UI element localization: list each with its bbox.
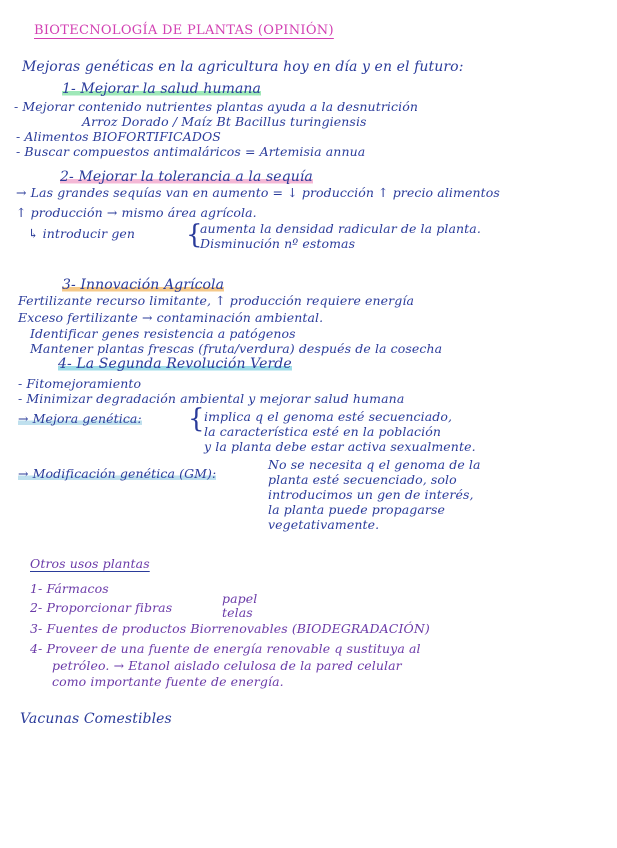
section-1-line-1: - Mejorar contenido nutrientes plantas ayuda a la desnutrición [14,99,418,114]
mejora-genetica-line-3: y la planta debe estar activa sexualmente. [204,439,476,454]
otros-usos-line-3: 3- Fuentes de productos Biorrenovables (BIODEGRADACIÓN) [30,621,430,636]
section-3-line-2: Exceso fertilizante → contaminación ambiental. [18,310,324,325]
section-2-brace-item-2: Disminución nº estomas [200,236,356,251]
curly-brace-icon: { [186,220,203,250]
modificacion-genetica-line-2: planta esté secuenciado, solo [268,472,457,487]
section-3-line-3: Identificar genes resistencia a patógenos [30,326,296,341]
mejora-genetica-line-1: implica q el genoma esté secuenciado, [204,409,453,424]
section-2-line-2: ↑ producción → mismo área agrícola. [16,205,257,220]
modificacion-genetica-line-1: No se necesita q el genoma de la [268,457,481,472]
section-4-line-1: - Fitomejoramiento [18,376,142,391]
otros-usos-line-4: 4- Proveer de una fuente de energía renovable q sustituya al [30,641,421,656]
section-1-line-3: - Alimentos BIOFORTIFICADOS [16,129,221,144]
section-1-heading: 1- Mejorar la salud humana [62,81,261,97]
modificacion-genetica-line-5: vegetativamente. [268,517,380,532]
otros-usos-line-5: petróleo. → Etanol aislado celulosa de la pared celular [52,658,402,673]
section-3-line-4: Mantener plantas frescas (fruta/verdura) después de la cosecha [30,341,443,356]
otros-usos-heading: Otros usos plantas [30,556,150,571]
section-4-line-2: - Minimizar degradación ambiental y mejorar salud humana [18,391,405,406]
modificacion-genetica-line-4: la planta puede propagarse [268,502,445,517]
curly-brace-icon: { [188,404,205,434]
section-3-heading: 3- Innovación Agrícola [62,277,225,293]
page-title: BIOTECNOLOGÍA DE PLANTAS (OPINIÓN) [34,23,334,38]
vacunas-comestibles: Vacunas Comestibles [20,711,172,727]
otros-usos-line-2: 2- Proporcionar fibras [30,600,173,615]
modificacion-genetica-line-3: introducimos un gen de interés, [268,487,474,502]
fibras-item-telas: telas [222,605,253,620]
section-2-line-3: ↳ introducir gen [28,226,136,241]
section-2-brace-item-1: aumenta la densidad radicular de la planta. [200,221,481,236]
section-1-line-2: Arroz Dorado / Maíz Bt Bacillus turingiensis [82,114,367,129]
section-2-heading: 2- Mejorar la tolerancia a la sequía [60,169,313,185]
otros-usos-line-1: 1- Fármacos [30,581,109,596]
mejora-genetica-label: → Mejora genética: [18,411,142,426]
otros-usos-line-6: como importante fuente de energía. [52,674,284,689]
section-1-line-4: - Buscar compuestos antimaláricos = Artemisia annua [16,144,366,159]
section-3-line-1: Fertilizante recurso limitante, ↑ producción requiere energía [18,293,415,308]
intro-line: Mejoras genéticas en la agricultura hoy en día y en el futuro: [22,59,464,75]
section-2-line-1: → Las grandes sequías van en aumento = ↓ producción ↑ precio alimentos [16,185,500,200]
fibras-item-papel: papel [222,591,258,606]
modificacion-genetica-label: → Modificación genética (GM): [18,466,217,481]
mejora-genetica-line-2: la característica esté en la población [204,424,441,439]
section-4-heading: 4- La Segunda Revolución Verde [58,356,292,372]
